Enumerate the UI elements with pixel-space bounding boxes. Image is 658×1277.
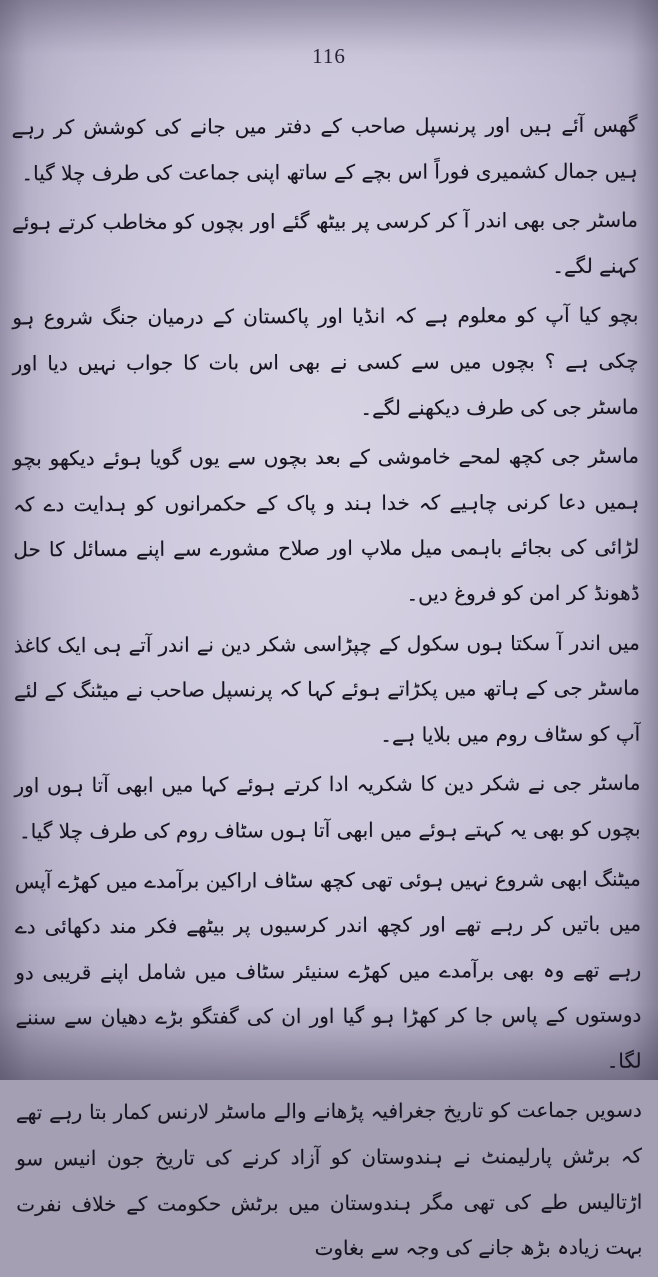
- paragraph: میٹنگ ابھی شروع نہیں ہوئی تھی کچھ سٹاف اراکین برآمدے میں کھڑے آپس میں باتیں کر رہے تھے اور کچھ اندر کرسیوں پر بیٹھے فکر مند دکھائی دے رہے تھے وہ بھی برآمدے میں کھڑے سنیئر سٹاف میں شامل اپنے قریبی دو دوستوں کے پاس جا کر کھڑا ہو گیا اور ان کی گفتگو بڑے دھیان سے سننے لگا۔: [14, 866, 642, 1073]
- body-text-block: [11, 103, 642, 1277]
- paragraph: بچو کیا آپ کو معلوم ہے کہ انڈیا اور پاکستان کے درمیان جنگ شروع ہو چکی ہے ؟ بچوں میں سے کسی نے بھی اس بات کا جواب نہیں دیا اور ماسٹر جی کی طرف دیکھنے لگے۔: [12, 303, 639, 420]
- paragraph: میں اندر آ سکتا ہوں سکول کے چپڑاسی شکر دین نے اندر آتے ہی ایک کاغذ ماسٹر جی کے ہاتھ میں پکڑاتے ہوئے کہا کہ پرنسپل صاحب نے میٹنگ کے لئے آپ کو سٹاف روم میں بلایا ہے۔: [13, 630, 641, 747]
- paragraph: دسویں جماعت کو تاریخ جغرافیہ پڑھانے والے ماسٹر لارنس کمار بتا رہے تھے کہ برٹش پارلیمنٹ نے ہندوستان کو آزاد کرنے کی تاریخ جون انیس سو اڑتالیس طے کی تھی مگر ہندوستان میں برٹش حکومت کے خلاف نفرت بہت زیادہ بڑھ جانے کی وجہ سے بغاوت: [15, 1098, 643, 1261]
- paragraph: ماسٹر جی نے شکر دین کا شکریہ ادا کرتے ہوئے کہا میں ابھی آتا ہوں اور بچوں کو بھی یہ کہتے ہوئے میں ابھی آتا ہوں سٹاف روم کی طرف چلا گیا۔: [14, 770, 641, 844]
- paragraph: ماسٹر جی کچھ لمحے خاموشی کے بعد بچوں سے یوں گویا ہوئے دیکھو بچو ہمیں دعا کرنی چاہیے کہ خدا ہند و پاک کے حکمرانوں کو ہدایت دے کہ لڑائی کی بجائے باہمی میل ملاپ اور صلاح مشورے سے اپنے مسائل کا حل ڈھونڈ کر امن کو فروغ دیں۔: [12, 443, 640, 606]
- paragraph: گھس آئے ہیں اور پرنسپل صاحب کے دفتر میں جانے کی کوشش کر رہے ہیں جمال کشمیری فوراً اس بچے کے ساتھ اپنی جماعت کی طرف چلا گیا۔: [11, 112, 638, 185]
- paragraph: ماسٹر جی بھی اندر آ کر کرسی پر بیٹھ گئے اور بچوں کو مخاطب کرتے ہوئے کہنے لگے۔: [11, 207, 639, 278]
- page-number: 116: [312, 44, 346, 68]
